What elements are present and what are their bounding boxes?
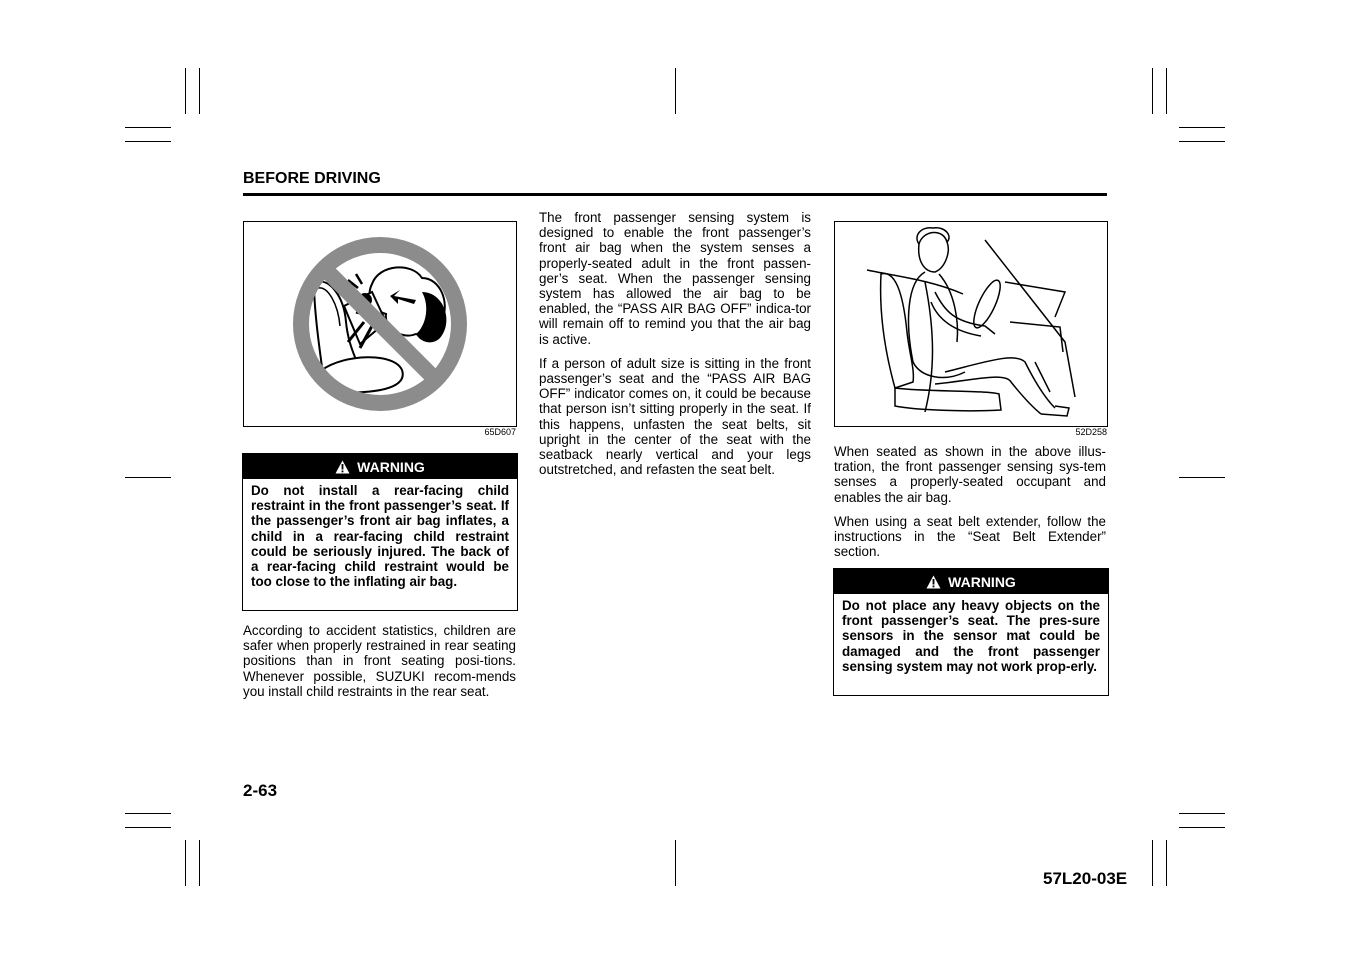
warning-header bbox=[243, 454, 517, 479]
body-paragraph: The front passenger sensing system is designed to enable the front passenger’s front air bag when the system senses a properly-seated adult in the front passen-ger’s seat. When the passenger sensing system has allowed the air bag to be enabled, the “PASS AIR BAG OFF” indica-tor will remain off to remind you that the air bag is active. bbox=[539, 210, 811, 347]
warning-label: WARNING bbox=[948, 573, 1016, 590]
page-number: 2-63 bbox=[243, 781, 278, 800]
warning-text: Do not install a rear-facing child restraint in the front passenger’s seat. If the passenger’s front air bag inflates, a child in a rear-facing child restraint could be seriously injured. The back of a rear-facing child restraint would be too close to the inflating air bag. bbox=[251, 483, 509, 590]
section-divider bbox=[243, 193, 1107, 196]
warning-triangle-icon bbox=[926, 575, 941, 589]
body-paragraph: When seated as shown in the above illus-tration, the front passenger sensing sys-tem senses a properly-seated occupant and enables the air bag. bbox=[834, 444, 1106, 505]
no-rear-facing-child-seat-airbag-icon bbox=[244, 222, 516, 426]
figure-code: 52D258 bbox=[1075, 427, 1107, 437]
properly-seated-passenger-icon bbox=[835, 222, 1107, 426]
warning-box-heavy-objects bbox=[833, 568, 1109, 696]
figure-code: 65D607 bbox=[484, 427, 516, 437]
warning-header bbox=[834, 569, 1108, 594]
figure-properly-seated-passenger bbox=[834, 221, 1108, 427]
right-column-text bbox=[834, 444, 1106, 559]
warning-text: Do not place any heavy objects on the front passenger’s seat. The pres-sure sensors in the sensor mat could be damaged and the front passenger sensing system may not work prop-erly. bbox=[842, 598, 1100, 674]
warning-triangle-icon bbox=[335, 460, 350, 474]
warning-box-child-restraint bbox=[242, 453, 518, 611]
body-paragraph: When using a seat belt extender, follow the instructions in the “Seat Belt Extender” section. bbox=[834, 513, 1106, 560]
body-paragraph: According to accident statistics, children are safer when properly restrained in rear seating positions than in front seating posi-tions. Whenever possible, SUZUKI recom-mends you install child restraints in the rear seat. bbox=[243, 623, 516, 699]
middle-column bbox=[539, 210, 811, 477]
figure-no-rear-facing-child-seat bbox=[243, 221, 517, 427]
body-paragraph: If a person of adult size is sitting in the front passenger’s seat and the “PASS AIR BAG OFF” indicator comes on, it could be because that person isn’t sitting properly in the seat. If this happens, unfasten the seat belts, sit upright in the center of the seat with the seatback nearly vertical and your legs outstretched, and refasten the seat belt. bbox=[539, 355, 811, 478]
section-title: BEFORE DRIVING bbox=[243, 170, 381, 187]
warning-label: WARNING bbox=[357, 458, 425, 475]
document-code: 57L20-03E bbox=[1043, 869, 1128, 888]
